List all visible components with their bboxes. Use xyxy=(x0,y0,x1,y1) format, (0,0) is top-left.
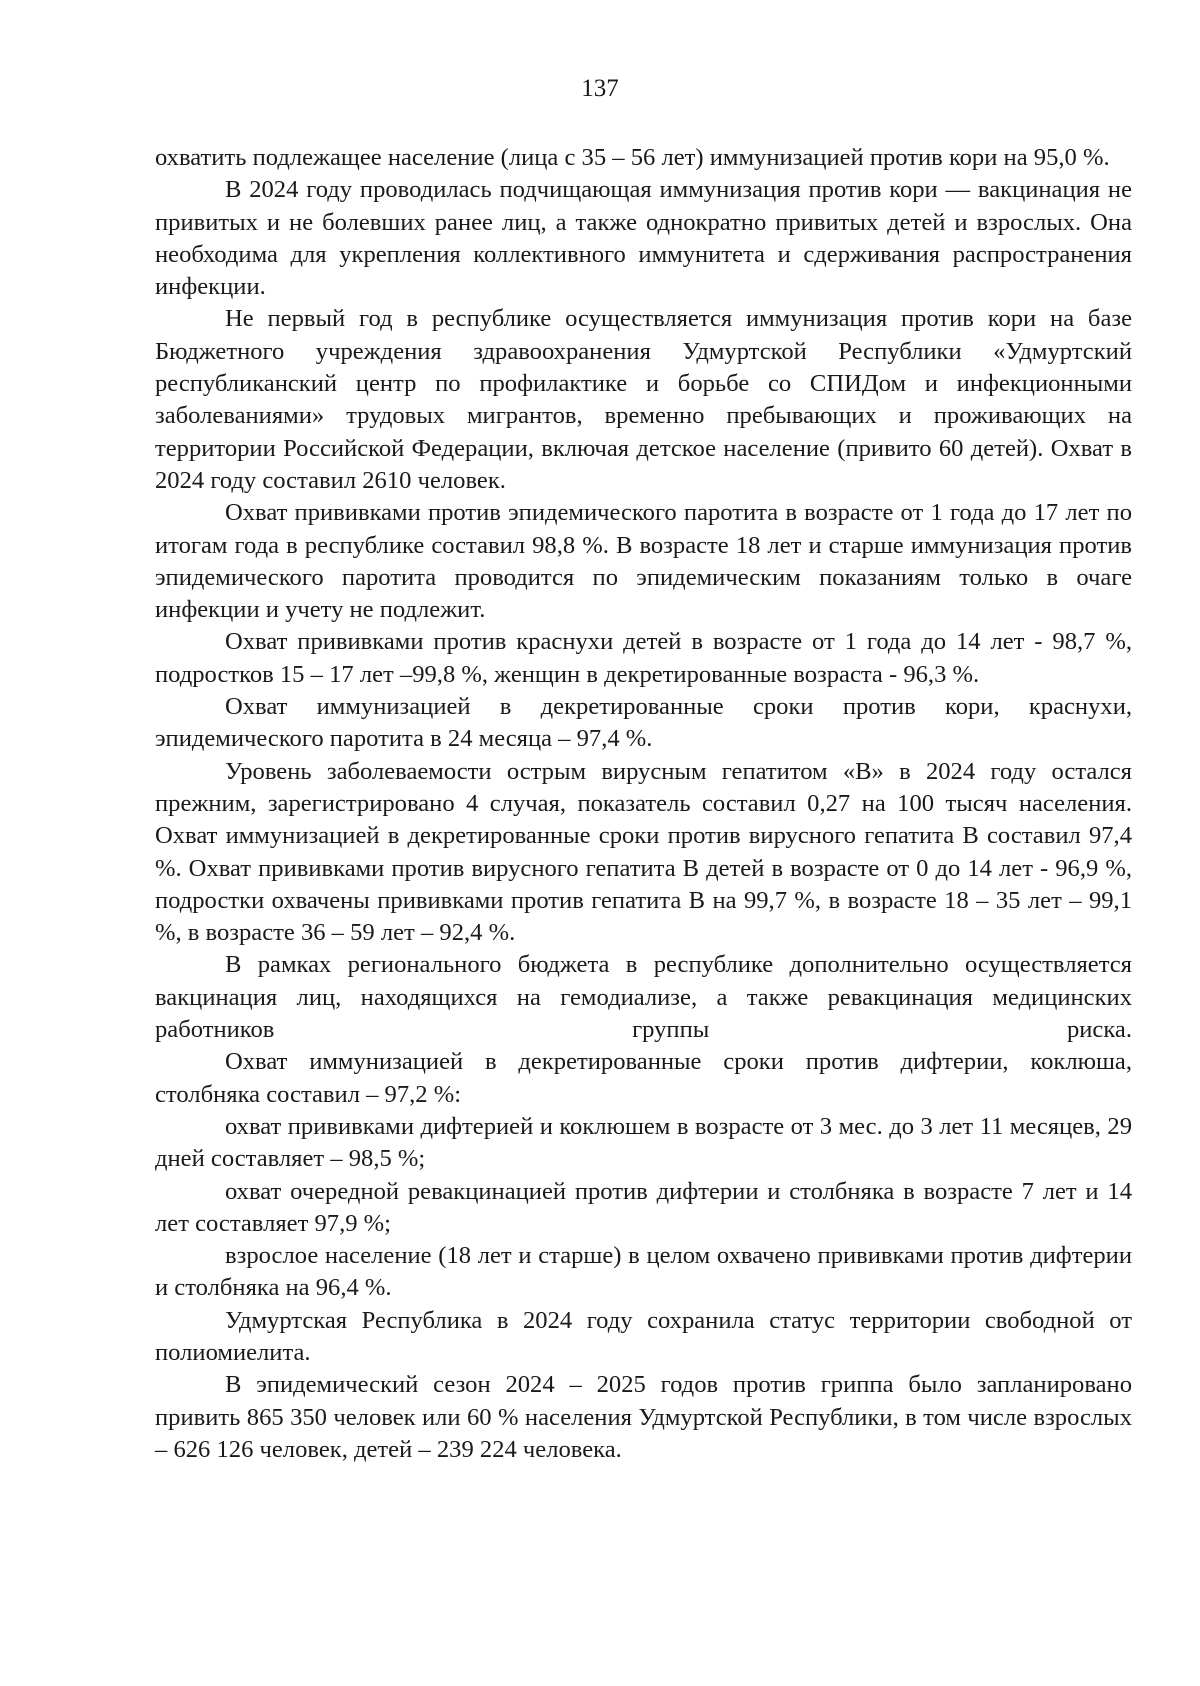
document-body xyxy=(155,142,1132,1466)
paragraph-polio-free: Удмуртская Республика в 2024 году сохранила статус территории свободной от полиомиелита. xyxy=(155,1306,1132,1366)
list-item-adult-dt: взрослое население (18 лет и старше) в целом охвачено прививками против дифтерии и столбняка на 96,4 %. xyxy=(155,1242,1132,1302)
list-item-dt-revaccination: охват очередной ревакцинацией против дифтерии и столбняка в возрасте 7 лет и 14 лет составляет 97,9 %; xyxy=(155,1177,1132,1237)
paragraph-mumps-coverage: Охват прививками против эпидемического паротита в возрасте от 1 года до 17 лет по итогам года в республике составил 98,8 %. В возрасте 18 лет и старше иммунизация против эпидемического паротита проводится по эпидемическим показаниям только в очаге инфекции и учету не подлежит. xyxy=(155,499,1132,624)
paragraph-migrants-immunization: Не первый год в республике осуществляется иммунизация против кори на базе Бюджетного учреждения здравоохранения Удмуртской Республики «Удмуртский республиканский центр по профилактике и борьбе со СПИДом и инфекционными заболеваниями» трудовых мигрантов, временно пребывающих и проживающих на территории Российской Федерации, включая детское население (привито 60 детей). Охват в 2024 году составил 2610 человек. xyxy=(155,305,1132,494)
paragraph-continuation: охватить подлежащее население (лица с 35 – 56 лет) иммунизацией против кори на 95,0 %. xyxy=(155,144,1110,171)
paragraph-measles-catchup: В 2024 году проводилась подчищающая иммунизация против кори — вакцинация не привитых и не болевших ранее лиц, а также однократно привитых детей и взрослых. Она необходима для укрепления коллективного иммунитета и сдерживания распространения инфекции. xyxy=(155,176,1132,301)
paragraph-rubella-coverage: Охват прививками против краснухи детей в возрасте от 1 года до 14 лет - 98,7 %, подростков 15 – 17 лет –99,8 %, женщин в декретированные возраста - 96,3 %. xyxy=(155,628,1132,688)
paragraph-hepatitis-b: Уровень заболеваемости острым вирусным гепатитом «В» в 2024 году остался прежним, зарегистрировано 4 случая, показатель составил 0,27 на 100 тысяч населения. Охват иммунизацией в декретированные сроки против вирусного гепатита В составил 97,4 %. Охват прививками против вирусного гепатита В детей в возрасте от 0 до 14 лет - 96,9 %, подростки охвачены прививками против гепатита В на 99,7 %, в возрасте 18 – 35 лет – 99,1 %, в возрасте 36 – 59 лет – 92,4 %. xyxy=(155,757,1132,947)
list-item-dtp-infants: охват прививками дифтерией и коклюшем в возрасте от 3 мес. до 3 лет 11 месяцев, 29 дней составляет – 98,5 %; xyxy=(155,1112,1132,1173)
paragraph-mmr-24-months: Охват иммунизацией в декретированные сроки против кори, краснухи, эпидемического паротита в 24 месяца – 97,4 %. xyxy=(155,693,1132,753)
page-number: 137 xyxy=(581,75,619,102)
paragraph-dtp-coverage: Охват иммунизацией в декретированные сроки против дифтерии, коклюша, столбняка составил – 97,2 %: xyxy=(155,1048,1132,1108)
paragraph-regional-budget: В рамках регионального бюджета в республике дополнительно осуществляется вакцинация лиц, находящихся на гемодиализе, а также ревакцинация медицинских работников группы риска. xyxy=(155,951,1132,1044)
paragraph-influenza-season: В эпидемический сезон 2024 – 2025 годов против гриппа было запланировано привить 865 350 человек или 60 % населения Удмуртской Республики, в том числе взрослых – 626 126 человек, детей – 239 224 человека. xyxy=(155,1371,1132,1463)
